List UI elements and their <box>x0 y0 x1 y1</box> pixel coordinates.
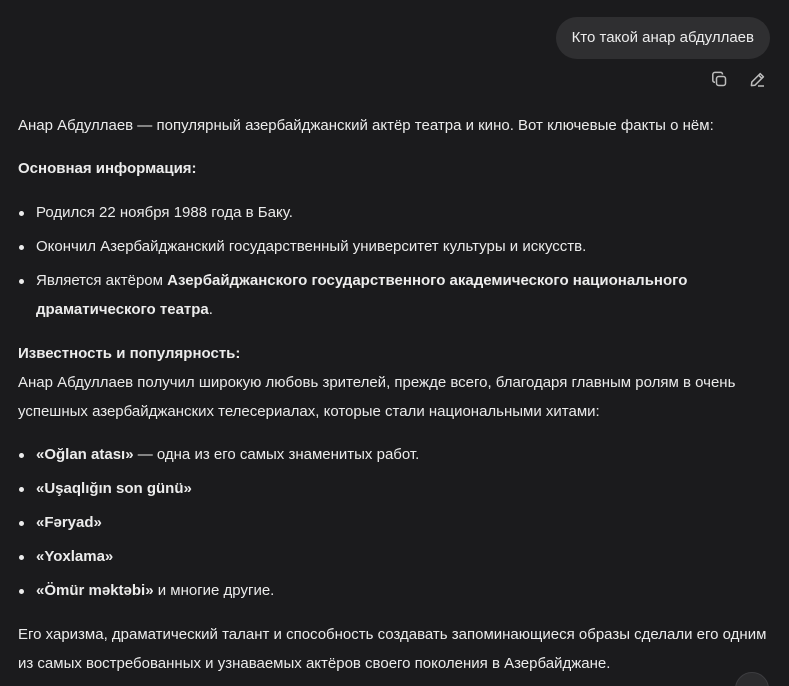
list-item: Является актёром Азербайджанского государственного академического национального драматического театра. <box>18 266 778 324</box>
message-actions <box>709 69 767 89</box>
series-list <box>18 440 778 605</box>
fame-paragraph: Анар Абдуллаев получил широкую любовь зрителей, прежде всего, благодаря главным ролям в очень успешных азербайджанских телесериалах, которые стали национальными хитами: <box>18 374 736 420</box>
series-title: «Yoxlama» <box>36 548 114 565</box>
user-message-row <box>556 17 770 59</box>
fame-heading: Известность и популярность: <box>18 345 241 362</box>
list-item <box>18 508 778 537</box>
user-message-bubble: Кто такой анар абдуллаев <box>556 17 770 59</box>
series-title: «Uşaqlığın son günü» <box>36 480 192 497</box>
list-item <box>18 474 778 503</box>
list-item: Родился 22 ноября 1988 года в Баку. <box>18 198 778 227</box>
list-item: Окончил Азербайджанский государственный университет культуры и искусств. <box>18 232 778 261</box>
series-title: «Ömür məktəbi» <box>36 582 154 599</box>
basic-info-list <box>18 198 778 324</box>
list-item: «Ömür məktəbi» и многие другие. <box>18 576 778 605</box>
intro-paragraph: Анар Абдуллаев — популярный азербайджанский актёр театра и кино. Вот ключевые факты о нём: <box>18 117 714 134</box>
list-item: «Oğlan atası» — одна из его самых знаменитых работ. <box>18 440 778 469</box>
basic-info-heading: Основная информация: <box>18 160 197 177</box>
list-item <box>18 542 778 571</box>
copy-icon[interactable] <box>709 69 729 89</box>
series-title: «Fəryad» <box>36 514 102 531</box>
outro-paragraph: Его харизма, драматический талант и способность создавать запоминающиеся образы сделали его одним из самых востребованных и узнаваемых актёров своего поколения в Азербайджане. <box>18 626 767 672</box>
pencil-icon[interactable] <box>747 69 767 89</box>
theatre-name: Азербайджанского государственного академического национального драматического театра <box>36 272 688 318</box>
assistant-message <box>18 111 778 678</box>
series-title: «Oğlan atası» <box>36 446 134 463</box>
